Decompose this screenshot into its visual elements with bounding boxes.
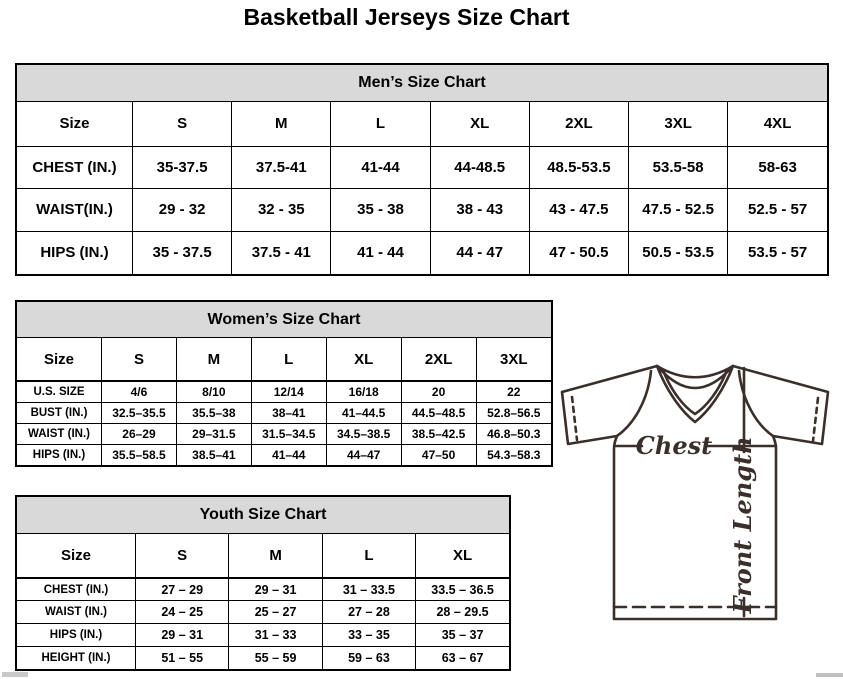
womens-cell: 12/14 [251,381,326,402]
womens-row-u-s-size [17,381,551,402]
youth-cell: 25 – 27 [229,601,322,624]
womens-size-col-XL: XL [326,338,401,381]
womens-cell: 54.3–58.3 [476,444,551,465]
cropped-element-fragment-right [816,673,843,677]
page-title: Basketball Jerseys Size Chart [243,4,570,30]
mens-row-label: HIPS (IN.) [17,231,133,274]
mens-cell: 50.5 - 53.5 [629,231,728,274]
mens-row-label: WAIST(IN.) [17,189,133,232]
womens-row-label: HIPS (IN.) [17,444,102,465]
womens-cell: 35.5–38 [176,402,251,423]
mens-row-chest-in [17,146,827,189]
mens-cell: 47.5 - 52.5 [629,189,728,232]
mens-cell: 35-37.5 [133,146,232,189]
youth-cell: 55 – 59 [229,646,322,669]
youth-cell: 63 – 67 [416,646,509,669]
youth-cell: 35 – 37 [416,624,509,647]
front-length-label: Front Length [728,436,757,614]
mens-cell: 35 - 38 [331,189,430,232]
womens-size-col-3XL: 3XL [476,338,551,381]
mens-chart-header: Men’s Size Chart [17,65,827,102]
mens-cell: 53.5-58 [629,146,728,189]
youth-cell: 33.5 – 36.5 [416,578,509,601]
womens-chart-header: Women’s Size Chart [17,302,551,338]
womens-size-table [17,338,551,465]
youth-corner-header: Size [17,534,136,578]
youth-cell: 29 – 31 [229,578,322,601]
mens-cell: 47 - 50.5 [529,231,628,274]
mens-cell: 32 - 35 [232,189,331,232]
womens-cell: 8/10 [176,381,251,402]
youth-cell: 24 – 25 [136,601,229,624]
mens-cell: 35 - 37.5 [133,231,232,274]
womens-size-col-M: M [176,338,251,381]
jersey-outline [562,366,828,619]
womens-cell: 26–29 [102,423,177,444]
mens-size-col-XL: XL [430,102,529,146]
womens-row-label: WAIST (IN.) [17,423,102,444]
womens-cell: 44.5–48.5 [401,402,476,423]
mens-cell: 41 - 44 [331,231,430,274]
womens-cell: 41–44 [251,444,326,465]
mens-cell: 29 - 32 [133,189,232,232]
mens-row-waist-in [17,189,827,232]
youth-cell: 27 – 28 [322,601,415,624]
mens-cell: 52.5 - 57 [728,189,827,232]
mens-row-hips-in [17,231,827,274]
mens-size-col-4XL: 4XL [728,102,827,146]
womens-cell: 20 [401,381,476,402]
womens-cell: 31.5–34.5 [251,423,326,444]
womens-row-label: BUST (IN.) [17,402,102,423]
womens-cell: 32.5–35.5 [102,402,177,423]
mens-cell: 58-63 [728,146,827,189]
youth-cell: 51 – 55 [136,646,229,669]
womens-cell: 38–41 [251,402,326,423]
womens-cell: 35.5–58.5 [102,444,177,465]
jersey-cuff-dash-right [813,398,818,441]
mens-size-col-3XL: 3XL [629,102,728,146]
youth-cell: 29 – 31 [136,624,229,647]
youth-cell: 31 – 33.5 [322,578,415,601]
youth-row-label: HIPS (IN.) [17,624,136,647]
youth-row-height-in [17,646,509,669]
youth-cell: 27 – 29 [136,578,229,601]
womens-cell: 4/6 [102,381,177,402]
youth-row-label: WAIST (IN.) [17,601,136,624]
youth-size-col-M: M [229,534,322,578]
youth-row-hips-in [17,624,509,647]
youth-row-waist-in [17,601,509,624]
jersey-armhole-left [617,371,651,436]
youth-row-chest-in [17,578,509,601]
youth-cell: 28 – 29.5 [416,601,509,624]
womens-row-label: U.S. SIZE [17,381,102,402]
womens-cell: 34.5–38.5 [326,423,401,444]
chest-label: Chest [635,431,713,460]
womens-cell: 38.5–42.5 [401,423,476,444]
youth-size-col-XL: XL [416,534,509,578]
mens-cell: 43 - 47.5 [529,189,628,232]
youth-size-col-L: L [322,534,415,578]
youth-cell: 33 – 35 [322,624,415,647]
womens-cell: 44–47 [326,444,401,465]
womens-row-waist-in [17,423,551,444]
mens-cell: 44 - 47 [430,231,529,274]
womens-cell: 41–44.5 [326,402,401,423]
youth-cell: 59 – 63 [322,646,415,669]
mens-corner-header: Size [17,102,133,146]
womens-size-chart [15,300,553,467]
youth-size-col-S: S [136,534,229,578]
youth-row-label: CHEST (IN.) [17,578,136,601]
womens-size-col-L: L [251,338,326,381]
mens-size-col-S: S [133,102,232,146]
mens-size-col-2XL: 2XL [529,102,628,146]
mens-size-table [17,102,827,274]
womens-cell: 16/18 [326,381,401,402]
womens-row-bust-in [17,402,551,423]
jersey-cuff-dash-left [572,397,577,440]
jersey-measurement-diagram [556,356,840,628]
womens-size-col-S: S [102,338,177,381]
youth-size-chart [15,495,511,671]
mens-size-chart [15,63,829,276]
youth-chart-header: Youth Size Chart [17,497,509,534]
mens-cell: 48.5-53.5 [529,146,628,189]
womens-cell: 46.8–50.3 [476,423,551,444]
mens-cell: 37.5-41 [232,146,331,189]
womens-size-col-2XL: 2XL [401,338,476,381]
youth-cell: 31 – 33 [229,624,322,647]
mens-cell: 53.5 - 57 [728,231,827,274]
youth-size-table [17,534,509,669]
mens-cell: 38 - 43 [430,189,529,232]
mens-cell: 44-48.5 [430,146,529,189]
mens-size-col-L: L [331,102,430,146]
mens-cell: 41-44 [331,146,430,189]
mens-size-col-M: M [232,102,331,146]
womens-cell: 47–50 [401,444,476,465]
womens-cell: 38.5–41 [176,444,251,465]
womens-row-hips-in [17,444,551,465]
cropped-element-fragment-left [2,672,28,677]
youth-row-label: HEIGHT (IN.) [17,646,136,669]
womens-cell: 29–31.5 [176,423,251,444]
womens-cell: 52.8–56.5 [476,402,551,423]
womens-corner-header: Size [17,338,102,381]
mens-cell: 37.5 - 41 [232,231,331,274]
mens-row-label: CHEST (IN.) [17,146,133,189]
womens-cell: 22 [476,381,551,402]
